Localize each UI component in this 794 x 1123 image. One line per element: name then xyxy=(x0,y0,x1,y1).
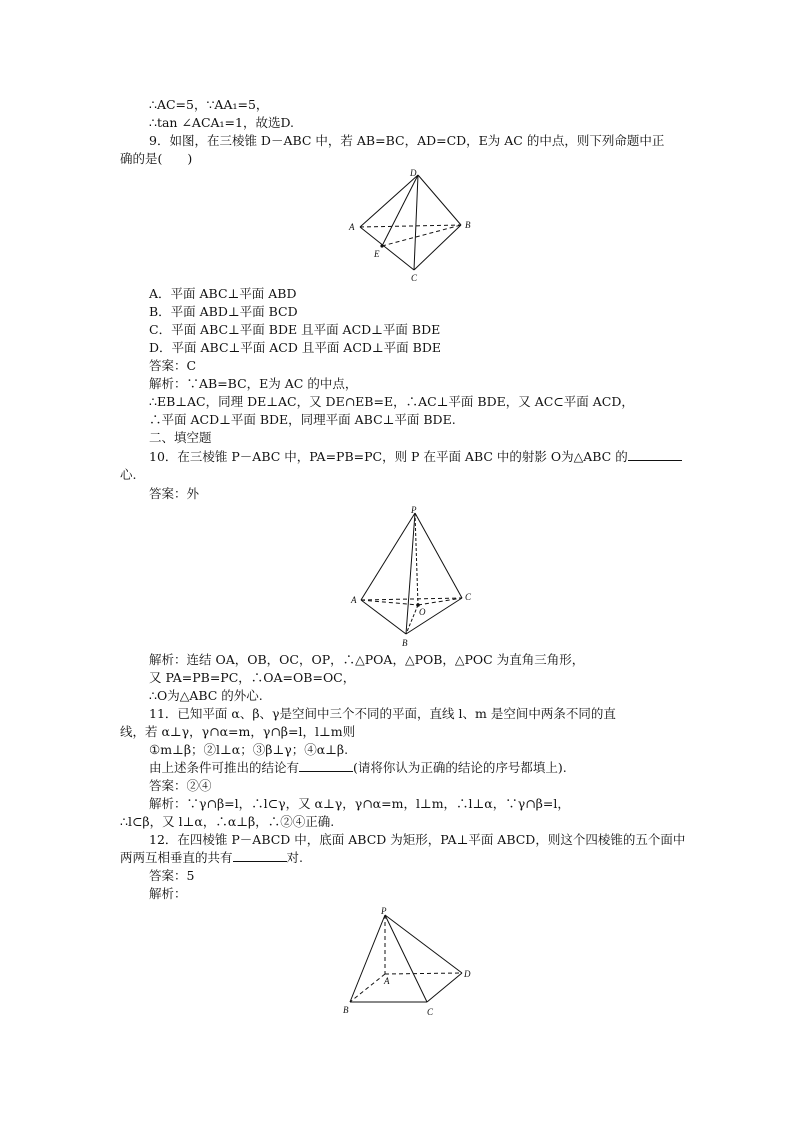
pyramid-figure-pabcd xyxy=(340,902,480,1022)
vertex-label-A: A xyxy=(384,976,390,986)
vertex-label-P: P xyxy=(381,906,387,916)
prompt-text: 由上述条件可推出的结论有 xyxy=(149,760,300,775)
answer: 答案：②④ xyxy=(149,778,212,793)
question-11-choices: ①m⊥β；②l⊥α；③β⊥γ；④α⊥β. xyxy=(149,742,349,757)
vertex-label-B: B xyxy=(465,220,471,230)
question-11-prompt xyxy=(149,760,567,776)
answer: 答案：C xyxy=(149,358,197,373)
tetrahedron-figure-pabc xyxy=(345,503,485,651)
vertex-label-O: O xyxy=(419,607,426,617)
explanation: 解析： xyxy=(149,886,187,901)
explanation: 解析：∵γ∩β=l，∴l⊂γ，又 α⊥γ，γ∩α=m，l⊥m，∴l⊥α，∵γ∩β=l， xyxy=(149,796,570,811)
explanation: ∴EB⊥AC，同理 DE⊥AC，又 DE∩EB=E，∴AC⊥平面 BDE，又 AC⊂平面 ACD， xyxy=(149,394,634,409)
option-c: C．平面 ABC⊥平面 BDE 且平面 ACD⊥平面 BDE xyxy=(149,322,441,337)
option-d: D．平面 ABC⊥平面 ACD 且平面 ACD⊥平面 BDE xyxy=(149,340,441,355)
prompt-hint: (请将你认为正确的结论的序号都填上). xyxy=(353,760,567,775)
vertex-label-D: D xyxy=(410,168,417,178)
explanation: ∴l⊂β，又 l⊥α，∴α⊥β，∴②④正确. xyxy=(120,814,335,829)
question-11-stem-cont: 线，若 α⊥γ，γ∩α=m，γ∩β=l，l⊥m则 xyxy=(120,724,356,739)
vertex-label-C: C xyxy=(411,273,418,283)
text-line: ∴tan ∠ACA₁=1，故选D. xyxy=(149,115,295,130)
explanation: 解析：连结 OA，OB，OC，OP，∴△POA，△POB，△POC 为直角三角形， xyxy=(149,652,585,667)
option-a: A．平面 ABC⊥平面 ABD xyxy=(149,286,297,301)
question-11-stem: 11．已知平面 α、β、γ是空间中三个不同的平面，直线 l、m 是空间中两条不同的直 xyxy=(149,706,616,721)
explanation: ∴平面 ACD⊥平面 BDE，同理平面 ABC⊥平面 BDE. xyxy=(149,412,456,427)
explanation: ∴O为△ABC 的外心. xyxy=(149,688,263,703)
answer-blank xyxy=(299,760,353,772)
question-9-stem: 9．如图，在三棱锥 D－ABC 中，若 AB=BC，AD=CD，E为 AC 的中点，则下列命题中正 xyxy=(149,133,665,148)
text-line: ∴AC=5，∵AA₁=5， xyxy=(149,97,269,112)
vertex-label-A: A xyxy=(349,222,355,232)
answer: 答案：5 xyxy=(149,868,195,883)
vertex-label-C: C xyxy=(465,592,472,602)
explanation: 又 PA=PB=PC，∴OA=OB=OC， xyxy=(149,670,356,685)
vertex-label-D: D xyxy=(464,969,471,979)
vertex-label-P: P xyxy=(411,505,417,515)
question-9-stem-cont: 确的是( ) xyxy=(120,151,193,166)
prompt-text: 两两互相垂直的共有 xyxy=(120,850,233,865)
section-heading: 二、填空题 xyxy=(149,430,212,445)
vertex-label-C: C xyxy=(427,1007,434,1017)
answer-blank xyxy=(233,850,287,862)
vertex-label-E: E xyxy=(374,249,380,259)
explanation: 解析：∵AB=BC，E为 AC 的中点， xyxy=(149,376,358,391)
vertex-label-B: B xyxy=(343,1005,349,1015)
question-12-stem-cont xyxy=(120,850,303,866)
tetrahedron-figure-dabc xyxy=(340,166,480,286)
answer-blank xyxy=(628,449,682,461)
vertex-label-A: A xyxy=(351,595,357,605)
question-10-stem xyxy=(149,449,682,465)
option-b: B．平面 ABD⊥平面 BCD xyxy=(149,304,298,319)
question-12-stem: 12．在四棱锥 P－ABCD 中，底面 ABCD 为矩形，PA⊥平面 ABCD，则这个四棱锥的五个面中 xyxy=(149,832,686,847)
vertex-label-B: B xyxy=(402,638,408,648)
question-10-stem-cont: 心. xyxy=(120,467,137,482)
question-10-text: 10．在三棱锥 P－ABC 中，PA=PB=PC，则 P 在平面 ABC 中的射影 O为△ABC 的 xyxy=(149,449,628,464)
prompt-tail: 对. xyxy=(286,850,303,865)
answer: 答案：外 xyxy=(149,486,200,501)
